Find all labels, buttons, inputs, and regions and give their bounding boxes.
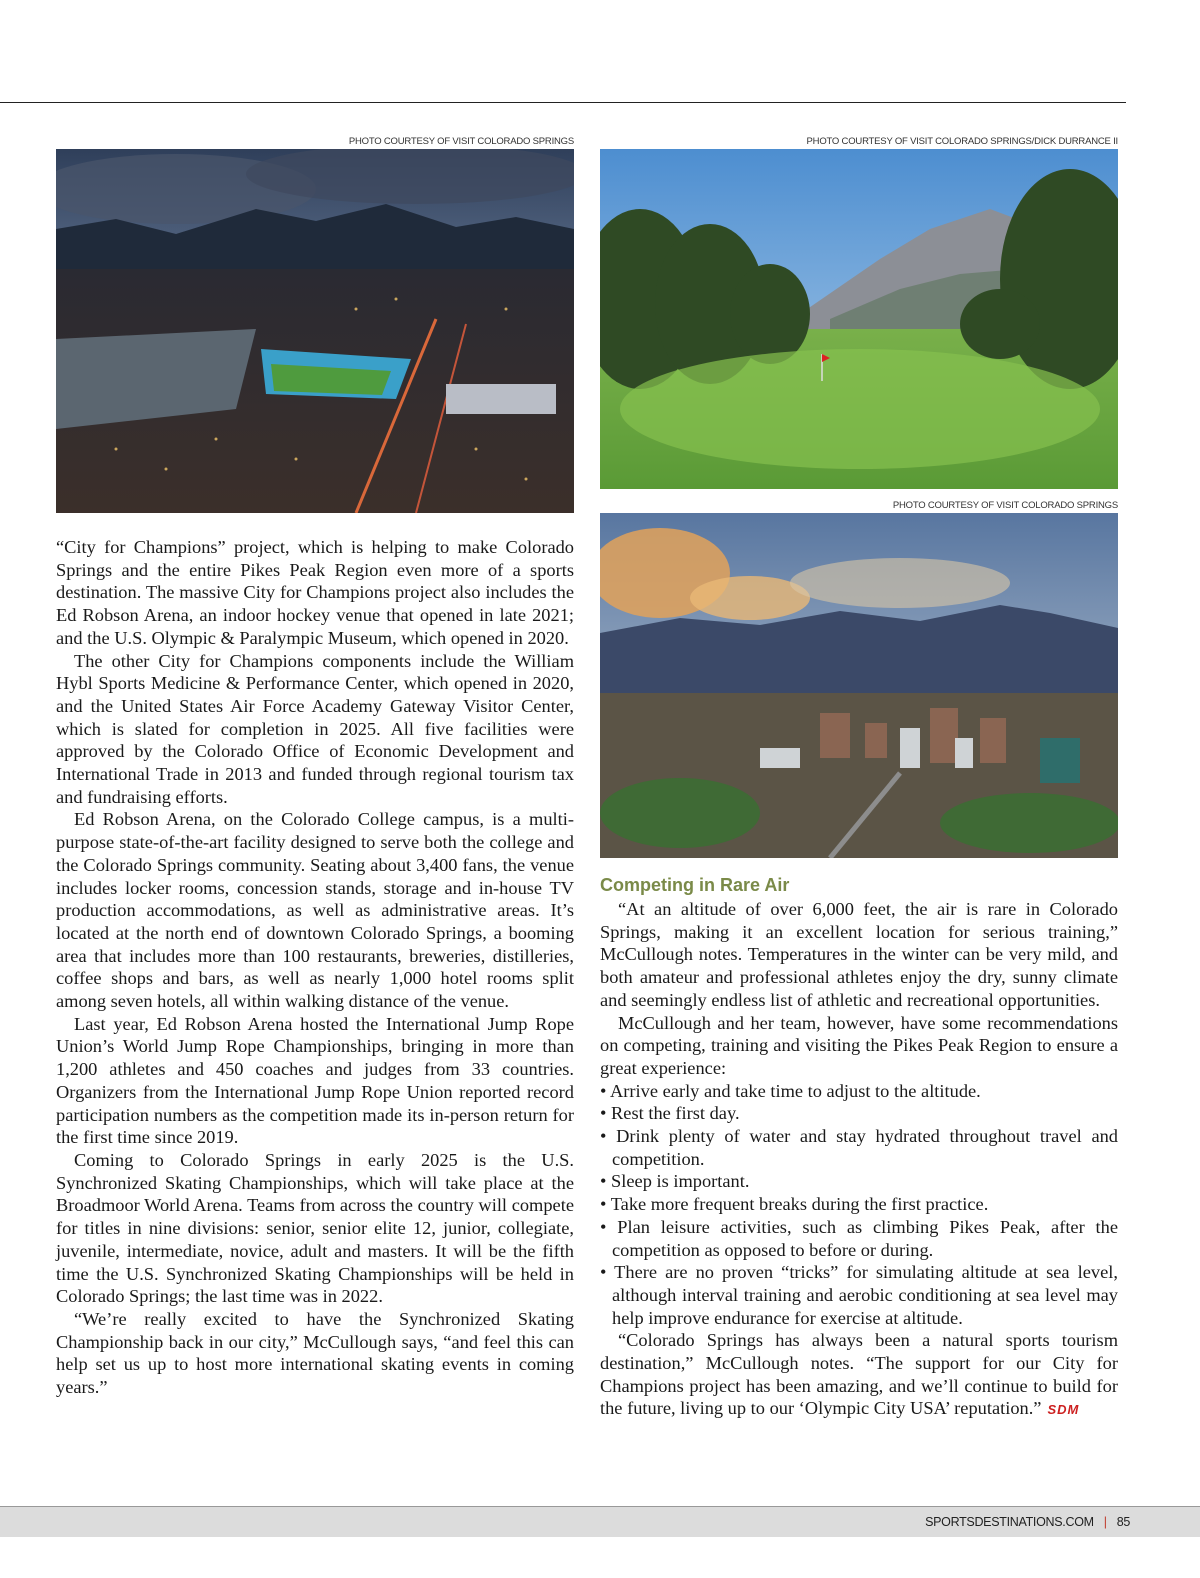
body-paragraph: “We’re really excited to have the Synchronized Skating Championship back in our city,” McCullough says, “and feel this can help set us up to host more international skating events in coming years.” <box>56 1308 574 1398</box>
closing-quote: “Colorado Springs has always been a natural sports tourism destination,” McCullough notes. “The support for our City for Champions project has been amazing, and we’ll continue to build for the future, living up to our ‘Olympic City USA’ reputation.” <box>600 1330 1118 1419</box>
list-item: • Rest the first day. <box>600 1103 740 1124</box>
page-number: 85 <box>1116 1515 1130 1529</box>
list-item: • Plan leisure activities, such as climbing Pikes Peak, after the competition as opposed to before or during. <box>600 1216 1118 1260</box>
body-paragraph: McCullough and her team, however, have some recommendations on competing, training and visiting the Pikes Peak Region to ensure a great experience: <box>600 1012 1118 1078</box>
photo-credit-golf: PHOTO COURTESY OF VISIT COLORADO SPRINGS/DICK DURRANCE II <box>806 136 1118 147</box>
golf-course-photo <box>600 149 1118 489</box>
list-item: • There are no proven “tricks” for simulating altitude at sea level, although interval training and aerobic conditioning at sea level may help improve endurance for exercise at altitude. <box>600 1262 1118 1328</box>
footer <box>925 1515 1130 1529</box>
stadium-night-photo <box>56 149 574 513</box>
list-item: • Take more frequent breaks during the first practice. <box>600 1194 989 1215</box>
body-paragraph: Coming to Colorado Springs in early 2025 is the U.S. Synchronized Skating Championships, which will take place at the Broadmoor World Arena. Teams from across the country will compete for titles in nine divisions: senior, senior elite 12, junior, collegiate, juvenile, intermediate, novice, adult and masters. It will be the fifth time the U.S. Synchronized Skating Championships will be held in Colorado Springs; the last time was in 2022. <box>56 1149 574 1307</box>
right-text-column <box>600 874 1118 1422</box>
body-paragraph: “At an altitude of over 6,000 feet, the air is rare in Colorado Springs, making it an excellent location for serious training,” McCullough notes. Temperatures in the winter can be very mild, and both amateur and professional athletes enjoy the dry, sunny climate and seemingly endless list of athletic and recreational opportunities. <box>600 899 1118 1010</box>
list-item: • Drink plenty of water and stay hydrated throughout travel and competition. <box>600 1126 1118 1169</box>
footer-bar <box>0 1506 1200 1537</box>
list-item: • Sleep is important. <box>600 1171 750 1192</box>
top-rule <box>0 102 1126 103</box>
body-paragraph: Ed Robson Arena, on the Colorado College campus, is a multi-purpose state-of-the-art facility designed to serve both the college and the Colorado Springs community. Seating about 3,400 fans, the venue includes locker rooms, concession stands, storage and in-house TV production accommodations, as well as administrative areas. It’s located at the north end of downtown Colorado Springs, a booming area that includes more than 100 restaurants, breweries, distilleries, coffee shops and bars, as well as nearly 1,000 hotel rooms split among seven hotels, all within walking distance of the venue. <box>56 809 574 1012</box>
photo-credit-city: PHOTO COURTESY OF VISIT COLORADO SPRINGS <box>892 500 1118 511</box>
section-heading: Competing in Rare Air <box>600 875 790 895</box>
left-text-column <box>56 536 574 1399</box>
footer-separator: | <box>1103 1515 1107 1529</box>
sdm-end-logo: SDM <box>1047 1402 1080 1418</box>
body-paragraph: “City for Champions” project, which is helping to make Colorado Springs and the entire Pikes Peak Region even more of a sports destination. The massive City for Champions project also includes the Ed Robson Arena, an indoor hockey venue that opened in late 2021; and the U.S. Olympic & Paralympic Museum, which opened in 2020. <box>56 537 574 648</box>
list-item: • Arrive early and take time to adjust to the altitude. <box>600 1080 981 1101</box>
city-skyline-photo <box>600 513 1118 858</box>
body-paragraph: The other City for Champions components include the William Hybl Sports Medicine & Performance Center, which opened in 2020, and the United States Air Force Academy Gateway Visitor Center, which is slated for completion in 2025. All five facilities were approved by the Colorado Office of Economic Development and International Trade in 2013 and funded through regional tourism tax and fundraising efforts. <box>56 650 574 807</box>
footer-site-link[interactable]: SPORTSDESTINATIONS.COM <box>925 1515 1094 1529</box>
body-paragraph: Last year, Ed Robson Arena hosted the International Jump Rope Union’s World Jump Rope Championships, bringing in more than 1,200 athletes and 450 coaches and judges from 33 countries. Organizers from the International Jump Rope Union reported record participation numbers as the competition made its in-person return for the first time since 2019. <box>56 1013 574 1148</box>
photo-credit-stadium: PHOTO COURTESY OF VISIT COLORADO SPRINGS <box>348 136 574 147</box>
recommendation-list <box>600 1080 1118 1330</box>
